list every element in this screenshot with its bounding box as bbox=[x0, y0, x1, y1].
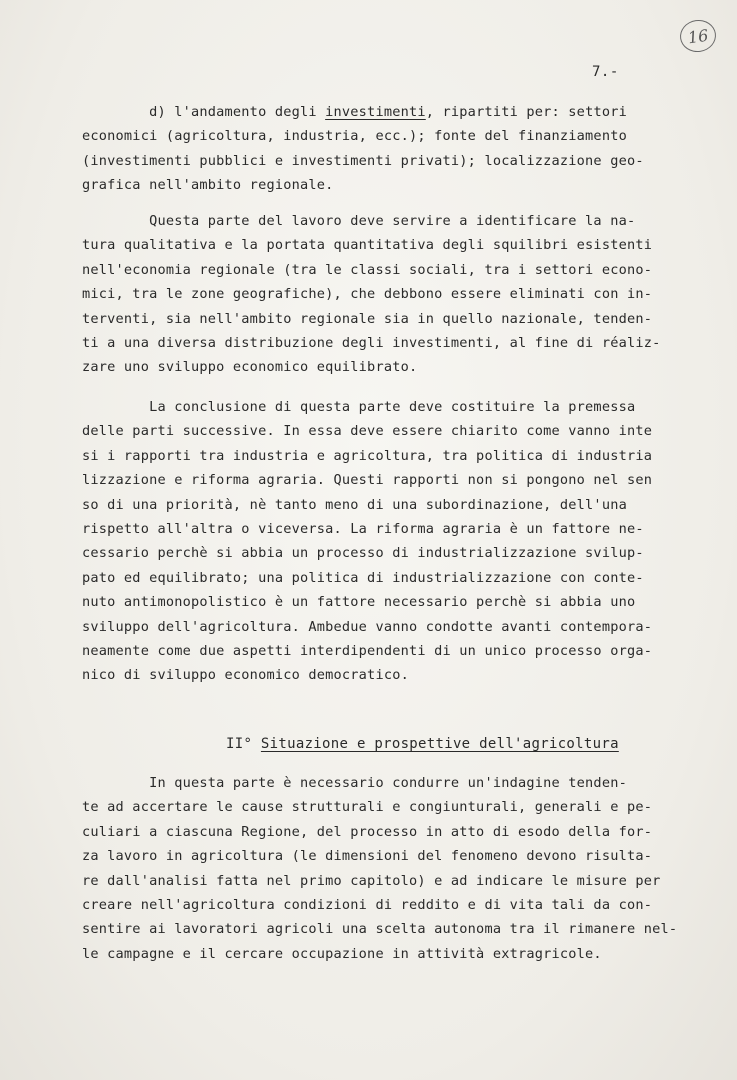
paragraph-3 bbox=[82, 771, 702, 966]
section-number: II° bbox=[226, 736, 261, 752]
text-line: sentire ai lavoratori agricoli una scelta autonoma tra il rimanere nel- bbox=[82, 921, 678, 938]
section-heading bbox=[226, 736, 619, 752]
text-line: nico di sviluppo economico democratico. bbox=[82, 667, 409, 684]
text-line: so di una priorità, nè tanto meno di una subordinazione, dell'una bbox=[82, 496, 627, 513]
text-line: zare uno sviluppo economico equilibrato. bbox=[82, 359, 418, 376]
text-line: nuto antimonopolistico è un fattore necessario perchè si abbia uno bbox=[82, 594, 636, 611]
text-line: In questa parte è necessario condurre un'indagine tenden- bbox=[82, 775, 627, 791]
text-line: economici (agricoltura, industria, ecc.); fonte del finanziamento bbox=[82, 128, 627, 145]
text-line: le campagne e il cercare occupazione in attività extragricole. bbox=[82, 945, 602, 962]
text-line: mici, tra le zone geografiche), che debbono essere eliminati con in- bbox=[82, 286, 653, 303]
text-line: te ad accertare le cause strutturali e congiunturali, generali e pe- bbox=[82, 799, 653, 816]
text-line: re dall'analisi fatta nel primo capitolo) e ad indicare le misure per bbox=[82, 872, 661, 889]
text-line: za lavoro in agricoltura (le dimensioni del fenomeno devono risulta- bbox=[82, 848, 653, 865]
text-line: neamente come due aspetti interdipendenti di un unico processo orga- bbox=[82, 643, 653, 660]
section-d-paragraph bbox=[82, 100, 702, 198]
text-line-start: d) l'andamento degli bbox=[82, 104, 326, 120]
text-line: grafica nell'ambito regionale. bbox=[82, 177, 334, 194]
text-line: si i rapporti tra industria e agricoltura, tra politica di industria bbox=[82, 447, 653, 464]
text-line: pato ed equilibrato; una politica di industrializzazione con conte- bbox=[82, 569, 644, 586]
text-line: ti a una diversa distribuzione degli investimenti, al fine di réaliz- bbox=[82, 335, 661, 352]
text-line bbox=[82, 100, 702, 124]
page-stamp: 16 bbox=[678, 18, 718, 55]
text-line: terventi, sia nell'ambito regionale sia in quello nazionale, tenden- bbox=[82, 310, 653, 327]
text-line: La conclusione di questa parte deve costituire la premessa bbox=[82, 399, 636, 415]
text-line-end: , ripartiti per: settori bbox=[425, 104, 627, 120]
text-line: Questa parte del lavoro deve servire a identificare la na- bbox=[82, 213, 636, 229]
text-line: tura qualitativa e la portata quantitativa degli squilibri esistenti bbox=[82, 237, 653, 254]
text-line: cessario perchè si abbia un processo di industrializzazione svilup- bbox=[82, 545, 644, 562]
text-line: culiari a ciascuna Regione, del processo in atto di esodo della for- bbox=[82, 823, 653, 840]
section-title: Situazione e prospettive dell'agricoltura bbox=[260, 736, 619, 752]
page-number: 7.- bbox=[592, 64, 619, 80]
text-line: delle parti successive. In essa deve essere chiarito come vanno inte bbox=[82, 423, 653, 440]
underlined-word: investimenti bbox=[325, 104, 426, 120]
text-line: nell'economia regionale (tra le classi sociali, tra i settori econo- bbox=[82, 261, 653, 278]
text-line: creare nell'agricoltura condizioni di reddito e di vita tali da con- bbox=[82, 897, 653, 914]
paragraph-2 bbox=[82, 395, 702, 688]
text-line: lizzazione e riforma agraria. Questi rapporti non si pongono nel sen bbox=[82, 472, 653, 489]
text-line: (investimenti pubblici e investimenti privati); localizzazione geo- bbox=[82, 152, 644, 169]
text-line: rispetto all'altra o viceversa. La riforma agraria è un fattore ne- bbox=[82, 521, 644, 538]
paragraph-1 bbox=[82, 209, 702, 380]
text-line: sviluppo dell'agricoltura. Ambedue vanno condotte avanti contempora- bbox=[82, 618, 653, 635]
